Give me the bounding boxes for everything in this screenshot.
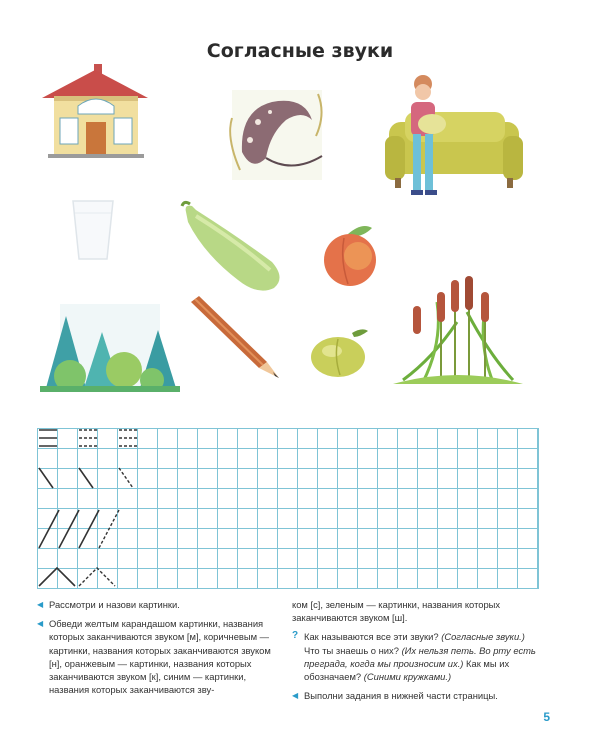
bullet-arrow-icon: ◀ [292,691,299,701]
pencil-picture [185,292,285,382]
reeds-picture [393,262,523,387]
question-item: ? Как называются все эти звуки? (Согласные звуки.) Что ты знаешь о них? (Их нельзя петь. Во рту есть преграда, когда мы произносим их.) Как мы их обозначаем? (Синими кружками.) [292,630,536,683]
forest-picture [40,300,180,395]
house-picture [40,62,150,162]
zucchini-picture [178,200,288,295]
page-title: Согласные звуки [206,40,394,62]
plum-picture [308,325,373,380]
question-mark-icon: ? [292,630,299,642]
instruction-item-1: ◀ Рассмотри и назови картинки. [37,599,180,610]
instruction-item-2-continued: ком [с], зеленым — картинки, названия которых заканчиваются звуком [ш]. [292,599,501,624]
instruction-item-3: ◀ Выполни задания в нижней части страницы. [292,690,498,702]
instructions-left-column [37,598,279,702]
instructions-right-column [292,598,542,708]
peach-picture [318,220,383,290]
catfish-picture [222,82,332,192]
bullet-arrow-icon: ◀ [37,619,44,629]
instruction-item-2: ◀ Обведи желтым карандашом картинки, названия которых заканчиваются звуком [м], коричневым — картинки, названия которых заканчиваются звуком [н], оранжевым — картинки, названия которых заканчиваются звуком [к], синим — картинки, названия которых заканчиваются зву- [37,618,271,696]
girl-with-sofa-picture [385,72,525,204]
glass-picture [65,195,120,265]
page-number: 5 [543,710,550,724]
writing-pattern-strokes [37,428,157,593]
bullet-arrow-icon: ◀ [37,600,44,609]
